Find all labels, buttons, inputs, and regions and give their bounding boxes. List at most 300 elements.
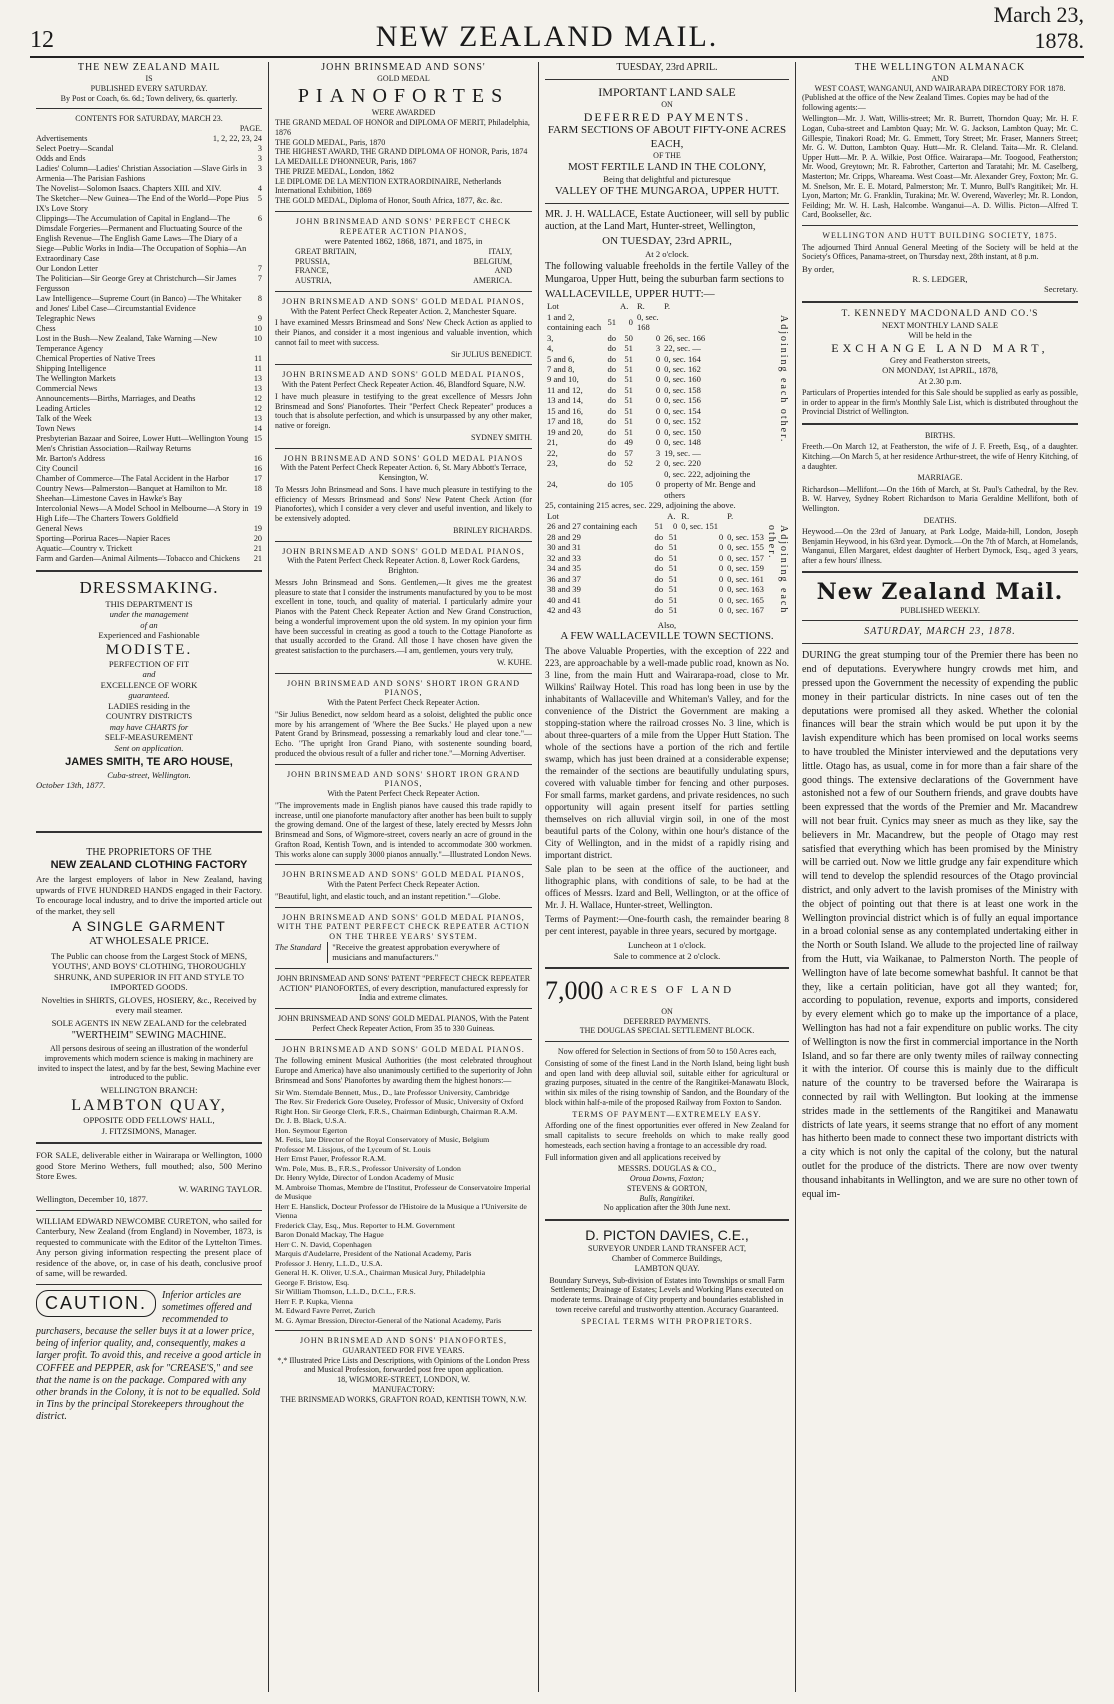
lambton-quay: LAMBTON QUAY,	[71, 1096, 227, 1114]
testimonial-heading: JOHN BRINSMEAD AND SONS' GOLD MEDAL PIANOS,	[282, 370, 525, 380]
contents-item-page: 16	[253, 453, 262, 463]
lot-cell: 0, sec. 160	[664, 374, 701, 385]
lot-row	[545, 553, 771, 563]
deaths-heading: DEATHS.	[923, 515, 957, 525]
lot-cell: 51	[624, 374, 633, 385]
contents-item-title: Chess	[36, 323, 56, 333]
next-monthly-sale: NEXT MONTHLY LAND SALE	[881, 320, 999, 331]
brinsmead-works: THE BRINSMEAD WORKS, GRAFTON ROAD, KENTISH TOWN, N.W.	[280, 1394, 527, 1404]
dressmaking-line-2: under the management	[109, 609, 189, 620]
james-smith-date: October 13th, 1877.	[36, 780, 106, 791]
contents-item	[36, 194, 262, 214]
contents-item-title: Country News—Palmerston—Banquet at Hamilton to Mr. Sheehan—Limestone Caves in Hawke's Bay	[36, 483, 228, 503]
lot-row	[545, 333, 771, 343]
contents-item-page: 4	[257, 183, 262, 193]
contents-item	[36, 294, 262, 314]
contents-item-page: 10	[253, 333, 262, 343]
contents-item	[36, 524, 262, 534]
lot-cell: 0, sec. 220	[664, 458, 701, 469]
lot-cell: 0	[655, 364, 661, 374]
lot-cell: do	[654, 594, 664, 605]
contents-item-title: Our London Letter	[36, 263, 98, 273]
lot-cell: 51	[668, 531, 678, 542]
lots-header-roods: R.	[681, 510, 690, 521]
lot-row	[545, 354, 771, 364]
lot-row	[545, 395, 771, 405]
contents-item	[36, 554, 262, 564]
contents-heading: CONTENTS FOR SATURDAY, MARCH 23.	[75, 114, 223, 124]
modiste-heading: MODISTE.	[105, 641, 193, 658]
acres-of-land: ACRES OF LAND	[609, 984, 735, 997]
column-3	[538, 62, 795, 1692]
also: Also,	[657, 619, 677, 630]
standard-row	[275, 942, 532, 963]
lot-cell: 0	[718, 552, 724, 563]
lot-cell: 13 and 14,	[547, 395, 584, 406]
births-body: Freeth.—On March 12, at Featherston, the wife of J. F. Freeth, Esq., of a daughter. Kitching.—On March 5, at her residence Arthur-street, the wife of Henry Kitching, of a daughter.	[802, 442, 1078, 471]
lots-header-lot: Lot	[547, 510, 559, 521]
caution-box: CAUTION.	[36, 1290, 156, 1318]
lot-row	[545, 469, 771, 500]
lots-header-acres: A.	[667, 510, 676, 521]
contents-item-page: 12	[253, 403, 262, 413]
marriage-heading: MARRIAGE.	[917, 473, 963, 483]
lot-cell: 0, sec. 222, adjoining the property of Mr. Benge and others	[664, 468, 756, 500]
lot-cell: 30 and 31	[547, 542, 581, 553]
lot-cell: 0	[718, 584, 724, 595]
lot-cell: 0, sec. 152	[664, 416, 701, 427]
lot-cell: 34 and 35	[547, 563, 581, 574]
lot-cell: do	[607, 374, 617, 385]
lot-cell: do	[654, 542, 664, 553]
contents-item-page: 12	[253, 393, 262, 403]
adjoining-note-1: Adjoining each other.	[778, 315, 789, 444]
lot-cell: do	[607, 447, 617, 458]
country-right: AND	[494, 266, 512, 276]
lot-cell: 19 and 20,	[547, 426, 584, 437]
contents-item-page: 11	[254, 363, 262, 373]
authorities-heading: JOHN BRINSMEAD AND SONS' GOLD MEDAL PIANOS.	[282, 1044, 525, 1054]
testimonial-sub: With the Patent Perfect Check Repeater Action. 8, Lower Rock Gardens, Brighton.	[287, 556, 520, 576]
contents-item	[36, 534, 262, 544]
lot-cell: 22,	[547, 447, 558, 458]
contents-item-page: 9	[257, 313, 262, 323]
lot-cell: do	[654, 531, 664, 542]
lot-cell: 0, sec. 168	[636, 311, 659, 333]
almanack-sub: WEST COAST, WANGANUI, AND WAIRARAPA DIRECTORY FOR 1878.	[814, 83, 1066, 93]
contents-item	[36, 374, 262, 384]
lot-cell: 0	[655, 353, 661, 364]
published-weekly: PUBLISHED WEEKLY.	[900, 605, 980, 615]
lot-25: 25, containing 215 acres, sec. 229, adjoining the above.	[545, 500, 736, 511]
contents-item-title: Odds and Ends	[36, 153, 86, 163]
wholesale-price: AT WHOLESALE PRICE.	[89, 935, 209, 948]
lots-header-row	[545, 511, 771, 521]
dressmaking-line-3: of an	[140, 619, 158, 630]
column-1	[30, 62, 268, 1692]
lot-cell: 0, sec. 155	[727, 542, 764, 553]
authority-item: Herr F. P. Kupka, Vienna	[275, 1296, 353, 1306]
column-4	[795, 62, 1084, 1692]
lot-cell: 0, sec. 158	[664, 384, 701, 395]
lot-cell: 26, sec. 166	[664, 332, 706, 343]
lots-block-2	[545, 511, 789, 616]
lot-cell: 0, sec. 157	[727, 552, 764, 563]
lot-cell: 0	[655, 374, 661, 385]
lot-cell: 0	[718, 594, 724, 605]
contents-item-title: Sporting—Porirua Races—Napier Races	[36, 533, 171, 543]
lot-cell: 2	[655, 458, 661, 469]
authority-item: Sir Wm. Sterndale Bennett, Mus., D., late Professor University, Cambridge	[275, 1087, 510, 1097]
lots-header-perches: P.	[664, 301, 671, 312]
authority-item: George F. Bristow, Esq.	[275, 1277, 350, 1287]
standard-body: "Receive the greatest approbation everywhere of musicians and manufacturers."	[327, 942, 532, 963]
lot-cell: do	[607, 416, 617, 427]
kennedy-heading: T. KENNEDY MACDONALD AND CO.'S	[841, 308, 1039, 319]
lot-cell: 0, sec. 154	[664, 405, 701, 416]
testimonial-heading: JOHN BRINSMEAD AND SONS' GOLD MEDAL PIANOS,	[282, 546, 525, 556]
authority-item: M. Ambroise Thomas, Membre de l'Institut, Professeur de Conservatoire Imperial de Musique	[275, 1182, 531, 1202]
testimonial-heading: JOHN BRINSMEAD AND SONS' GOLD MEDAL PIANOS,	[282, 296, 525, 306]
lot-cell: 51	[624, 343, 633, 354]
authority-item: Professor J. Henry, L.L.D., U.S.A.	[275, 1258, 383, 1268]
contents-item-page: 3	[257, 143, 262, 153]
contents-item-page: 11	[254, 353, 262, 363]
contents-item-page: 13	[253, 373, 262, 383]
authority-item: The Rev. Sir Frederick Gore Ouseley, Professor of Music, University of Oxford	[275, 1097, 524, 1107]
contents-item-title: Law Intelligence—Supreme Court (in Banco) —The Whitaker and Jones' Libel Case—Circumstantial Evidence	[36, 293, 242, 313]
lot-row	[545, 605, 771, 615]
lot-cell: 57	[624, 447, 633, 458]
lot-row	[545, 385, 771, 395]
contents-item	[36, 434, 262, 454]
lot-cell: 0	[718, 542, 724, 553]
contents-item	[36, 264, 262, 274]
country-right: AMERICA.	[473, 276, 512, 286]
award-item: THE PRIZE MEDAL, London, 1862	[275, 166, 395, 176]
contents-item-page: 20	[253, 533, 262, 543]
contents-item-title: Lost in the Bush—New Zealand, Take Warning —New Temperance Agency	[36, 333, 218, 353]
lot-cell: 40 and 41	[547, 594, 581, 605]
testimonial-sub: With the Patent Perfect Check Repeater Action.	[327, 789, 480, 799]
contents-item	[36, 144, 262, 154]
lot-cell: 51	[668, 584, 678, 595]
lot-cell: 9 and 10,	[547, 374, 579, 385]
authority-item: Hon. Seymour Egerton	[275, 1125, 348, 1135]
contents-item	[36, 324, 262, 334]
contents-item-title: Clippings—The Accumulation of Capital in England—The Dimsdale Forgeries—Permanent and Fluctuating Source of the English Revenue—The English Game Laws—The Diary of a Siege—Public Works in India—The Occupation of Sophia—An Extraordinary Case	[36, 213, 247, 263]
rule	[275, 291, 532, 292]
lot-cell: 0	[718, 563, 724, 574]
patent-body: were Patented 1862, 1868, 1871, and 1875, in	[324, 236, 483, 247]
award-item: THE GRAND MEDAL OF HONOR and DIPLOMA OF MERIT, Philadelphia, 1876	[275, 118, 530, 137]
dressmaking-line-7: EXCELLENCE OF WORK	[100, 679, 198, 690]
lot-cell: 51	[668, 594, 678, 605]
special-terms: SPECIAL TERMS WITH PROPRIETORS.	[581, 1316, 753, 1326]
lot-cell: 0	[718, 531, 724, 542]
james-smith-name: JAMES SMITH, TE ARO HOUSE,	[65, 756, 233, 769]
lot-cell: 49	[624, 437, 633, 448]
lot-cell: do	[607, 353, 617, 364]
lot-cell: 0	[672, 521, 678, 532]
lot-cell: do	[607, 384, 617, 395]
lots-header-perches: P.	[727, 510, 734, 521]
lot-row	[545, 448, 771, 458]
lot-cell: 52	[624, 458, 633, 469]
few-town-sections: A FEW WALLACEVILLE TOWN SECTIONS.	[560, 630, 774, 643]
rule	[275, 864, 532, 865]
contents-item-title: General News	[36, 523, 83, 533]
were-awarded: WERE AWARDED	[371, 108, 436, 118]
lot-cell: 23,	[547, 458, 558, 469]
sale-commence: Sale to commence at 2 o'clock.	[613, 950, 721, 961]
issue-date: March 23, 1878.	[993, 2, 1084, 53]
single-garment: A SINGLE GARMENT	[72, 918, 226, 935]
authorities-body: The following eminent Musical Authorities (the most celebrated throughout Europe and America) have also unanimously certified to the superiority of John Brinsmead and Sons' Pianofortes by awarding them the highest honors:—	[275, 1056, 532, 1085]
surveyor: SURVEYOR UNDER LAND TRANSFER ACT,	[588, 1244, 746, 1254]
contents-item-page: 6	[257, 213, 262, 223]
contents-item	[36, 504, 262, 524]
adjoining-note-2: Adjoining each other.	[765, 524, 789, 615]
will-be-held: Will be held in the	[908, 330, 972, 341]
authority-item: Marquis d'Audelarre, President of the National Academy, Paris	[275, 1249, 472, 1259]
lot-cell: 51	[668, 605, 678, 616]
marriage-body: Richardson—Mellifont.—On the 16th of March, at St. Paul's Cathedral, by the Rev. B. W. Harvey, Sydney Robert Richardson to Maria Geraldine Mellifont, both of Wellington.	[802, 484, 1078, 513]
testimonial-sub: With the Patent Perfect Check Repeater Action. 2, Manchester Square.	[290, 306, 517, 316]
testimonial-body: "The improvements made in English pianos have caused this trade rapidly to increase, until one pianoforte manufactory after another has been built to supply the growing demand. One of the largest of these, lately erected by Messrs John Brinsmead and Sons, of Wigmore-street, covers nearly an acre of ground in the Grafton Road, Kentish Town, and is intended to accommodate 300 workmen. This works alone can supply 3000 pianos annually."—Illustrated London News.	[275, 800, 532, 859]
lot-cell: do	[607, 426, 617, 437]
rule	[275, 364, 532, 365]
editorial-date: SATURDAY, MARCH 23, 1878.	[864, 626, 1016, 638]
opposite-oddfellows: OPPOSITE ODD FELLOWS' HALL,	[83, 1115, 215, 1126]
contents-item	[36, 334, 262, 354]
contents-item-title: The Politician—Sir George Grey at Christchurch—Sir James Fergusson	[36, 273, 237, 293]
lot-cell: 0, sec. 151	[681, 521, 719, 532]
lot-cell: 50	[624, 332, 633, 343]
sale-plan-body: Sale plan to be seen at the office of the auctioneer, and lithographic plans, with conditions of sale, to be had at the offices of Messrs. Izard and Bell, Wellington, or at the office of Mr. J. H. Wallace, Hunter-street, Wellington.	[545, 865, 789, 912]
for-sale-signature: W. WARING TAYLOR.	[178, 1183, 262, 1194]
contents-item	[36, 314, 262, 324]
lot-cell: 28 and 29	[547, 531, 581, 542]
contents-item	[36, 394, 262, 404]
terms-extremely-easy: TERMS OF PAYMENT—EXTREMELY EASY.	[572, 1109, 762, 1119]
following-freeholds: The following valuable freeholds in the fertile Valley of the Mungaroa, Upper Hutt, being the suburban farm sections to	[545, 261, 789, 285]
country-row	[275, 247, 532, 257]
lot-cell: 24,	[547, 479, 558, 490]
country-left: GREAT BRITAIN,	[295, 246, 357, 256]
authority-item: Frederick Clay, Esq., Mus. Reporter to H.M. Government	[275, 1220, 455, 1230]
tuesday-heading: TUESDAY, 23rd APRIL.	[616, 62, 718, 73]
contents-item	[36, 364, 262, 374]
lot-cell: 105	[620, 479, 633, 490]
being-delightful: Being that delightful and picturesque	[603, 174, 731, 185]
lot-row	[545, 532, 771, 542]
deferred-payments-2: DEFERRED PAYMENTS.	[623, 1016, 711, 1026]
contents-item	[36, 164, 262, 184]
testimonial-sub: With the Patent Perfect Check Repeater Action. 46, Blandford Square, N.W.	[281, 380, 526, 390]
country-row	[275, 257, 532, 267]
lot-cell: do	[654, 584, 664, 595]
lot-cell: 0, sec. 150	[664, 426, 701, 437]
lot-cell: 51	[668, 542, 678, 553]
lot-row	[545, 374, 771, 384]
lot-cell: 0, sec. 156	[664, 395, 701, 406]
contents-item	[36, 274, 262, 294]
lot-cell: 0	[655, 437, 661, 448]
paper-title: New Zealand Mail.	[816, 579, 1064, 606]
contents-item-title: Advertisements	[36, 133, 88, 143]
caution-body: Inferior articles are sometimes offered and recommended to purchasers, because the seller buys it at a lower price, being of inferior quality, and, consequently, makes a larger profit. To avoid this, and receive a good article in COFFEE and PEPPER, ask for "CREASE'S," and see that the name is on the package. Compared with any other brands in the Colony, it is not to be equalled. Sold in Tins by the principal Storekeepers throughout the district.	[36, 1289, 262, 1423]
authority-item: General H. K. Oliver, U.S.A., Chairman Musical Jury, Philadelphia	[275, 1268, 486, 1278]
manufactory: MANUFACTORY:	[372, 1384, 435, 1394]
lot-cell: do	[607, 395, 617, 406]
almanack-heading: THE WELLINGTON ALMANACK	[854, 62, 1026, 73]
grey-featherston: Grey and Featherston streets,	[889, 355, 991, 366]
brinsmead-gold-medal: GOLD MEDAL	[377, 74, 430, 84]
contents-item	[36, 464, 262, 474]
nzmail-is: IS	[145, 74, 153, 84]
lambton-quay-3: LAMBTON QUAY.	[634, 1263, 700, 1273]
lot-cell: 51	[668, 552, 678, 563]
lot-row	[545, 584, 771, 594]
lot-cell: 5 and 6,	[547, 353, 575, 364]
above-properties-body: The above Valuable Properties, with the exception of 222 and 223, are approachable by a well-made public road, known as No. 3 line, from the main Hutt and Wairarapa-road, close to Mr. Wilkins' Railway Hotel. This road has long been in use by the inhabitants of Wallaceville and Whiteman's Valley, and for the convenience of the District the Government are making a stopping-station where the railroad crosses No. 3 line, which is about three-quarters of a mile from the Upper Hutt Station. The whole of the sections have a portion of the rich and fertile swamp, which has just been drained at a considerable expense; the remainder of the sections are beautifully undulating spurs, covered with valuable timber for fencing and other purposes. For small farms, market gardens, and private residences, no such opportunity will again present itself for parties settling themselves on rich alluvial virgin soil, in one of the most beautiful parts of the Colony, within one hour's distance of the City of Wellington, and in the midst of a rapidly rising and important district.	[545, 646, 789, 862]
testimonial-signature: W. KUHE.	[496, 657, 532, 667]
dressmaking-line-8: guaranteed.	[128, 690, 170, 701]
lot-cell: 0	[655, 332, 661, 343]
page-number: 12	[30, 27, 54, 53]
testimonial-heading: JOHN BRINSMEAD AND SONS' GOLD MEDAL PIANOS	[283, 453, 524, 463]
dressmaking-line-10: COUNTRY DISTRICTS	[105, 711, 193, 722]
building-society-body: The adjourned Third Annual General Meeting of the Society will be held at the Society's Offices, Panama-street, on Thursday next, 28th instant, at 8 p.m.	[802, 242, 1078, 262]
authority-item: Dr. Henry Wylde, Director of London Academy of Music	[275, 1173, 455, 1183]
lot-cell: 4,	[547, 343, 554, 354]
lot-cell: 0	[718, 605, 724, 616]
no-application: No application after the 30th June next.	[603, 1203, 731, 1213]
building-society-heading: WELLINGTON AND HUTT BUILDING SOCIETY, 1875.	[822, 230, 1058, 240]
contents-item-page: 16	[253, 463, 262, 473]
contents-item	[36, 214, 262, 264]
testimonial-body: "Beautiful, light, and elastic touch, and an instant repetition."—Globe.	[275, 891, 501, 901]
award-item: THE GOLD MEDAL, Paris, 1870	[275, 137, 386, 147]
standard-heading: JOHN BRINSMEAD AND SONS' GOLD MEDAL PIANOS, WITH THE PATENT PERFECT CHECK REPEATER ACTION ON THE THREE YEARS' SYSTEM.	[277, 912, 530, 942]
column-2	[268, 62, 538, 1692]
dressmaking-line-5: PERFECTION OF FIT	[108, 658, 190, 669]
dressmaking-line-11: may have CHARTS for	[109, 721, 189, 732]
lot-cell: 51	[654, 521, 664, 532]
final-address: 18, WIGMORE-STREET, LONDON, W.	[337, 1375, 470, 1385]
nzmail-published: PUBLISHED EVERY SATURDAY.	[90, 83, 208, 93]
lot-cell: 0, sec. 164	[664, 353, 701, 364]
of-the: OF THE	[653, 151, 681, 160]
contents-item	[36, 134, 262, 144]
lot-cell: 51	[624, 426, 633, 437]
at-230: At 2.30 p.m.	[918, 375, 962, 386]
now-offered: Now offered for Selection in Sections of from 50 to 150 Acres each,	[557, 1047, 777, 1057]
full-information: Full information given and all applications received by	[545, 1152, 721, 1162]
contents-item	[36, 484, 262, 504]
testimonial-signature: Sir JULIUS BENEDICT.	[451, 349, 532, 359]
douglas-block: THE DOUGLAS SPECIAL SETTLEMENT BLOCK.	[579, 1026, 755, 1036]
lot-cell: 0, sec. 165	[727, 594, 764, 605]
from-35-guineas: JOHN BRINSMEAD AND SONS' GOLD MEDAL PIANOS, With the Patent Perfect Check Repeater Action, From 35 to 330 Guineas.	[278, 1014, 529, 1033]
contents-item-page: 15	[253, 433, 262, 443]
contents-item-title: Telegraphic News	[36, 313, 96, 323]
lots-header-row	[545, 301, 771, 311]
authority-item: Wm. Pole, Mus. B., F.R.S., Professor University of London	[275, 1163, 461, 1173]
contents-item-title: The Novelist—Solomon Isaacs. Chapters XIII. and XIV.	[36, 183, 222, 193]
contents-item-page: 19	[253, 523, 262, 533]
lot-row	[545, 542, 771, 552]
contents-item	[36, 404, 262, 414]
lots-table	[545, 301, 771, 500]
secretary: Secretary.	[1043, 284, 1078, 295]
contents-item-title: The Sketcher—New Guinea—The End of the World—Pope Pius IX's Love Story	[36, 193, 249, 213]
contents-item-page: 8	[257, 293, 262, 303]
country-row	[275, 266, 532, 276]
lot-row	[545, 416, 771, 426]
award-item: LE DIPLOME DE LA MENTION EXTRAORDINAIRE, Netherlands International Exhibition, 1869	[275, 176, 502, 196]
lot-cell: 42 and 43	[547, 605, 581, 616]
authority-item: Baron Donald Mackay, The Hague	[275, 1230, 384, 1240]
lots-block-1	[545, 301, 789, 500]
contents-item-page: 13	[253, 383, 262, 393]
rule	[275, 448, 532, 449]
dressmaking-line-1: THIS DEPARTMENT IS	[105, 598, 193, 609]
luncheon: Luncheon at 1 o'clock.	[628, 940, 706, 951]
authority-item: Herr Ernst Pauer, Professor R.A.M.	[275, 1154, 386, 1164]
contents-item-title: Shipping Intelligence	[36, 363, 107, 373]
contents-item-page: 1, 2, 22, 23, 24	[212, 133, 262, 143]
picton-davies: D. PICTON DAVIES, C.E.,	[585, 1227, 749, 1244]
lot-cell: do	[654, 552, 664, 563]
clothing-factory-name: NEW ZEALAND CLOTHING FACTORY	[50, 858, 248, 871]
authority-item: Dr. J. B. Black, U.S.A.	[275, 1116, 347, 1126]
contents-item-page: 3	[257, 153, 262, 163]
contents-item-title: Chamber of Commerce—The Fatal Accident in the Harbor	[36, 473, 230, 483]
almanack-and: AND	[931, 74, 949, 83]
at-2-oclock: At 2 o'clock.	[645, 248, 689, 259]
by-order: By order,	[802, 263, 835, 274]
ledger-name: R. S. LEDGER,	[912, 274, 968, 284]
contents-item	[36, 424, 262, 434]
testimonial-signature: BRINLEY RICHARDS.	[453, 525, 532, 535]
testimonial-signature: SYDNEY SMITH.	[470, 432, 532, 442]
contents-item	[36, 354, 262, 364]
lots-header-roods: R.	[636, 301, 645, 312]
contents-item	[36, 154, 262, 164]
contents-item-page: 18	[253, 483, 262, 493]
authority-item: Herr E. Hanslick, Docteur Professor de l'Histoire de la Musique a l'Universite de Vienna	[275, 1201, 527, 1221]
contents-item-title: Ladies' Column—Ladies' Christian Association —Slave Girls in Armenia—The Parisian Fashions	[36, 163, 247, 183]
testimonial-body: To Messrs John Brinsmead and Sons. I have much pleasure in testifying to the efficiency of Messrs Brinsmead and Sons' New Patent Check Action (for Pianofortes), which I consider a very clever and useful invention, and likely to be extensively adopted.	[275, 484, 532, 524]
lot-cell: 0, sec. 161	[727, 573, 764, 584]
lot-cell: do	[654, 563, 664, 574]
patent-india: JOHN BRINSMEAD AND SONS' PATENT "PERFECT CHECK REPEATER ACTION" PIANOFORTES, of every description, manufactured expressly for India and extreme climates.	[276, 973, 531, 1003]
caution-advert	[36, 1290, 262, 1424]
patent-countries	[275, 247, 532, 286]
dressmaking-line-13: Sent on application.	[114, 742, 184, 753]
clothing-factory-body: Are the largest employers of labor in New Zealand, having upwards of FIVE HUNDRED HANDS engaged in their Factory. To encourage local industry, and to drive the imported article out of the market, they sell	[36, 874, 262, 916]
dressmaking-line-12: SELF-MEASUREMENT	[104, 732, 194, 743]
boundary-surveys: Boundary Surveys, Sub-division of Estates into Townships or small Farm Settlements; Drainage of Estates; Levels and Working Plans executed on moderate terms. Drainage of City property and boundaries established in town receive careful and trustworthy attention. Accuracy Guaranteed.	[549, 1275, 785, 1314]
sole-agents: SOLE AGENTS IN NEW ZEALAND for the celebrated	[51, 1017, 247, 1028]
lot-cell: do	[654, 605, 664, 616]
on-tuesday: ON TUESDAY, 23rd APRIL,	[602, 235, 732, 248]
bulls-rangitikei: Bulls, Rangitikei.	[639, 1193, 695, 1203]
terms-of-payment: Terms of Payment:—One-fourth cash, the remainder bearing 8 per cent interest, payable in three years, secured by mortgage.	[545, 915, 789, 938]
dressmaking-line-4: Experienced and Fashionable	[98, 630, 200, 641]
